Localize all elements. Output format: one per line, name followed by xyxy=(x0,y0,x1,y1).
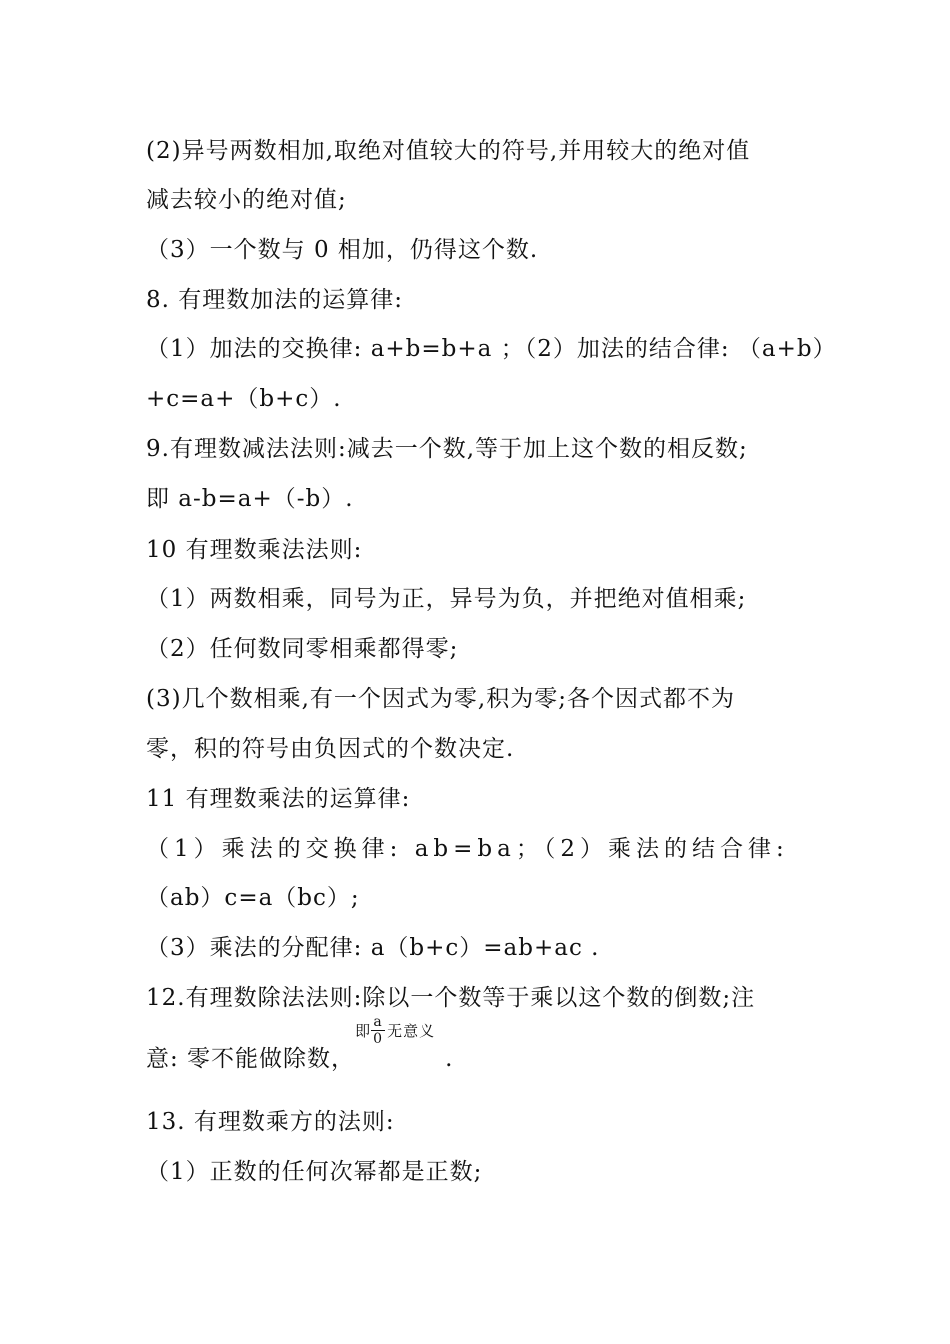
section-11-heading: 11 有理数乘法的运算律: xyxy=(146,786,411,812)
rule-line-19-text: 意: 零不能做除数， xyxy=(146,1046,356,1072)
section-8-heading: 8. 有理数加法的运算律: xyxy=(146,287,404,313)
note-end-period: . xyxy=(445,1046,454,1072)
rule-line-10: （1）两数相乘，同号为正，异号为负，并把绝对值相乘; xyxy=(146,586,747,612)
fraction-numerator: a xyxy=(371,1014,385,1031)
rule-line-12: (3)几个数相乘,有一个因式为零,积为零;各个因式都不为 xyxy=(146,686,735,712)
rule-line-13: 零，积的符号由负因式的个数决定. xyxy=(146,736,515,762)
section-13-heading: 13. 有理数乘方的法则: xyxy=(146,1109,395,1135)
division-by-zero-note xyxy=(355,1014,445,1074)
rule-line-3: （3）一个数与 0 相加，仍得这个数. xyxy=(146,237,539,263)
section-12-rule: 12.有理数除法法则:除以一个数等于乘以这个数的倒数;注 xyxy=(146,985,756,1011)
rule-line-17: （3）乘法的分配律: a（b+c）=ab+ac . xyxy=(146,935,600,961)
rule-line-21: （1）正数的任何次幂都是正数; xyxy=(146,1159,483,1185)
rule-line-6: +c=a+（b+c）. xyxy=(146,386,342,412)
rule-line-16: （ab）c=a（bc）; xyxy=(146,885,360,911)
rule-line-1: (2)异号两数相加,取绝对值较大的符号,并用较大的绝对值 xyxy=(146,138,751,164)
section-10-heading: 10 有理数乘法法则: xyxy=(146,537,363,563)
rule-line-11: （2）任何数同零相乘都得零; xyxy=(146,636,459,662)
fraction-denominator: 0 xyxy=(373,1031,384,1047)
rule-line-8: 即 a-b=a+（-b）. xyxy=(146,486,354,512)
rule-line-5: （1）加法的交换律: a+b=b+a ；（2）加法的结合律: （a+b） xyxy=(146,336,837,362)
rule-line-19 xyxy=(146,1014,816,1074)
note-prefix: 即 xyxy=(355,1022,372,1040)
rule-line-15: （1）乘法的交换律: ab=ba；（2）乘法的结合律: xyxy=(146,836,789,862)
section-9-rule: 9.有理数减法法则:减去一个数,等于加上这个数的相反数; xyxy=(146,436,748,462)
fraction-a-over-0 xyxy=(371,1014,385,1047)
rule-line-2: 减去较小的绝对值; xyxy=(146,187,347,213)
note-suffix: 无意义 xyxy=(387,1022,436,1040)
